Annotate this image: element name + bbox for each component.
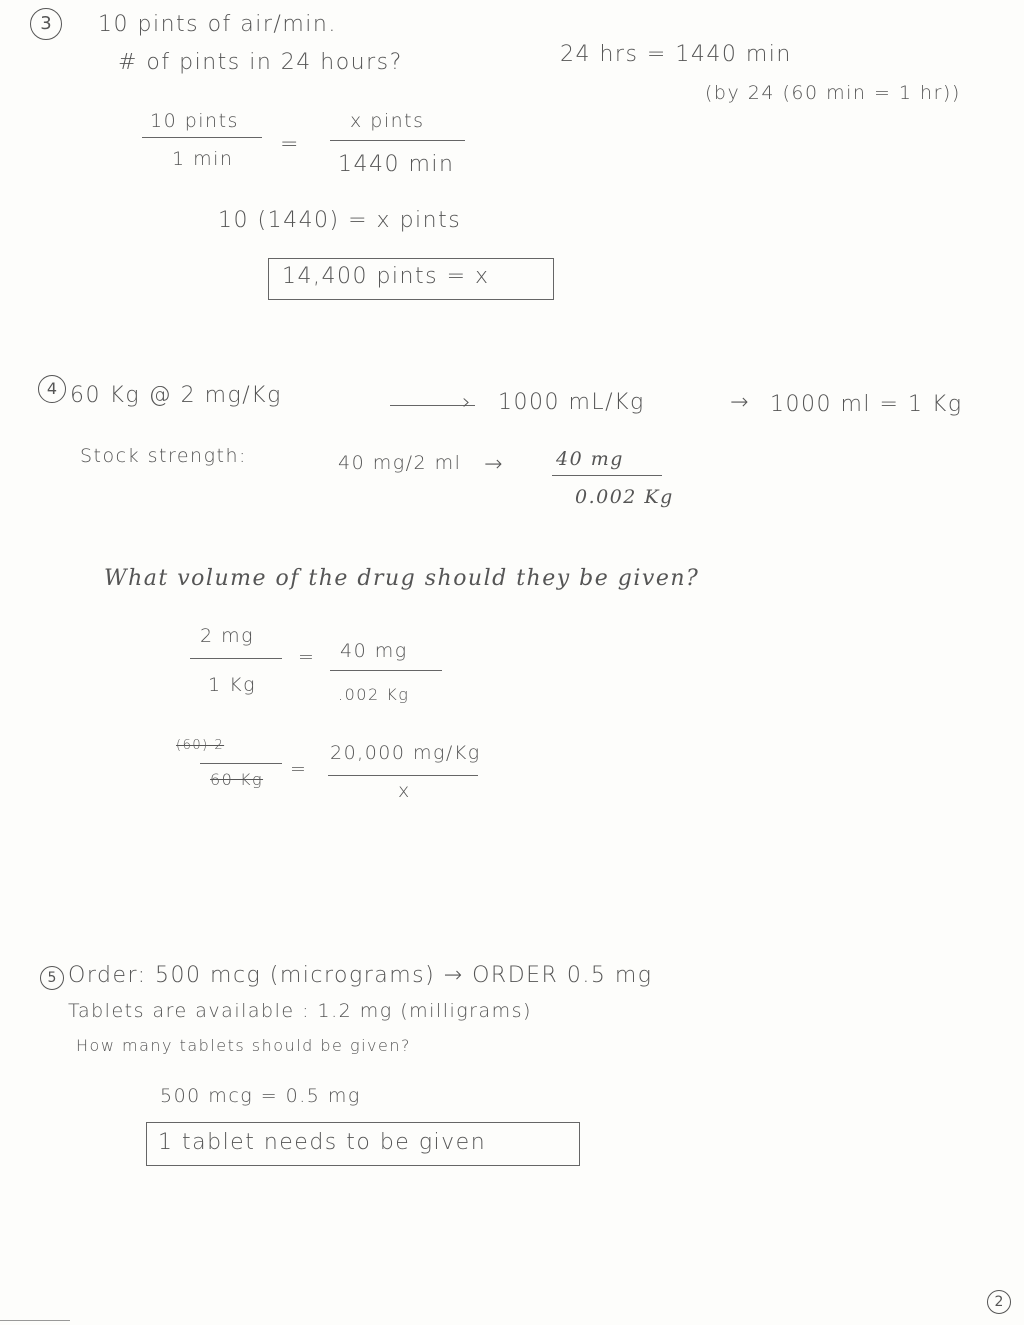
problem-4-equation-2-right-bar — [328, 775, 478, 776]
problem-4-equation-2-left-denominator: 60 Kg — [210, 770, 264, 789]
problem-4-equation-2-right-denominator: x — [398, 780, 411, 802]
problem-4-equation-1-right-numerator: 40 mg — [340, 640, 408, 662]
problem-4-equation-2-equals: = — [290, 758, 308, 780]
problem-3-fraction-1-numerator: 10 pints — [150, 110, 239, 132]
problem-3-number: 3 — [30, 8, 62, 40]
problem-4-stock-fraction-numerator: 40 mg — [556, 448, 624, 470]
problem-5-number: 5 — [40, 966, 64, 990]
problem-4-arrow-1-head: › — [462, 390, 473, 415]
problem-4-arrow-3: → — [484, 452, 504, 477]
page-number: 2 — [987, 1290, 1011, 1314]
problem-4-equation-1-right-denominator: .002 Kg — [338, 685, 410, 704]
problem-4-equation-1-left-denominator: 1 Kg — [208, 674, 256, 696]
problem-4-conversion-note: 1000 ml = 1 Kg — [770, 392, 963, 417]
problem-4-equation-1-right-bar — [330, 670, 442, 671]
problem-3-answer: 14,400 pints = x — [282, 264, 490, 289]
problem-4-equation-2-left-note: (60) 2 — [176, 738, 225, 753]
problem-5-question: How many tablets should be given? — [76, 1036, 411, 1055]
problem-3-fraction-2-numerator: x pints — [350, 110, 425, 132]
problem-3-fraction-1-bar — [142, 137, 262, 138]
problem-3-conversion: 24 hrs = 1440 min — [560, 42, 792, 67]
problem-3-fraction-1-denominator: 1 min — [172, 148, 234, 170]
problem-4-given: 60 Kg @ 2 mg/Kg — [70, 383, 282, 408]
problem-4-equation-2-left-bar — [200, 763, 282, 764]
problem-4-equation-1-left-numerator: 2 mg — [200, 625, 255, 647]
problem-3-fraction-2-bar — [330, 140, 465, 141]
problem-3-question: # of pints in 24 hours? — [118, 50, 403, 75]
problem-5-order: Order: 500 mcg (micrograms) → ORDER 0.5 mg — [68, 963, 653, 988]
problem-3-equals: = — [280, 132, 300, 157]
footer-rule — [0, 1320, 70, 1321]
problem-4-number: 4 — [38, 375, 66, 403]
problem-4-arrow-2: → — [730, 390, 750, 415]
problem-4-equation-1-left-bar — [190, 658, 282, 659]
problem-5-tablets: Tablets are available : 1.2 mg (milligrams) — [68, 1000, 532, 1022]
problem-4-equation-2-right-numerator: 20,000 mg/Kg — [330, 742, 481, 764]
problem-3-step: 10 (1440) = x pints — [218, 208, 462, 233]
problem-4-conversion: 1000 mL/Kg — [498, 390, 645, 415]
problem-4-equation-1-equals: = — [298, 646, 316, 668]
problem-4-stock-fraction-denominator: 0.002 Kg — [575, 486, 674, 508]
problem-5-conversion: 500 mcg = 0.5 mg — [160, 1085, 361, 1107]
problem-4-stock-label: Stock strength: — [80, 445, 247, 467]
problem-3-statement: 10 pints of air/min. — [98, 12, 337, 37]
problem-3-conversion-note: (by 24 (60 min = 1 hr)) — [705, 82, 961, 104]
problem-4-question: What volume of the drug should they be given? — [104, 566, 700, 591]
problem-3-fraction-2-denominator: 1440 min — [338, 152, 455, 177]
problem-4-stock-fraction-bar — [552, 475, 662, 476]
problem-5-answer: 1 tablet needs to be given — [158, 1130, 487, 1155]
problem-4-stock-value: 40 mg/2 ml — [338, 452, 462, 474]
